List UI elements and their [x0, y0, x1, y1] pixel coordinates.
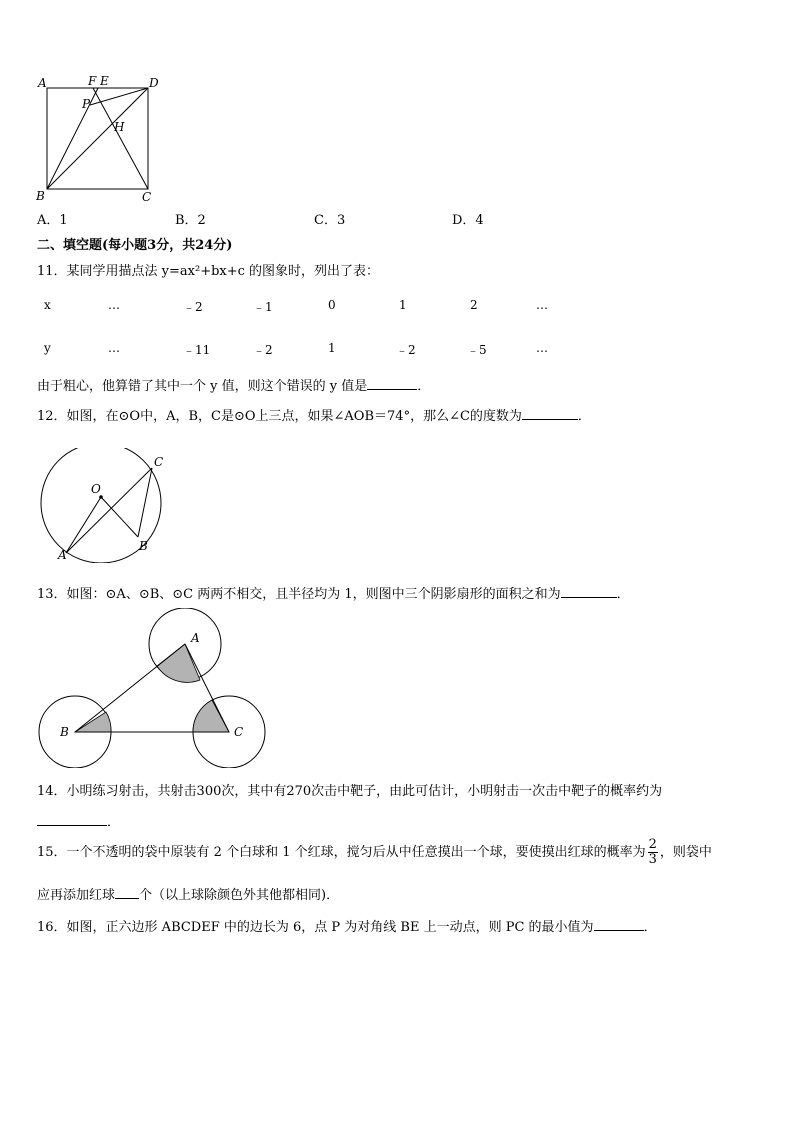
label-b: B	[36, 189, 45, 203]
table-cell: 1	[399, 298, 407, 312]
table-cell: ﹣1	[253, 300, 273, 314]
table-cell: ﹣5	[467, 343, 487, 357]
answer-blank	[115, 886, 139, 899]
q13-text: 13．如图：⊙A、⊙B、⊙C 两两不相交，且半径均为 1，则图中三个阴影扇形的面积之和为	[37, 587, 561, 602]
label-d: D	[149, 76, 159, 90]
label-a: A	[38, 76, 47, 90]
q16-text: 16．如图，正六边形 ABCDEF 中的边长为 6，点 P 为对角线 BE 上一动点，则 PC 的最小值为	[37, 920, 594, 935]
fraction-numerator: 2	[648, 837, 657, 852]
table-cell: …	[108, 341, 120, 355]
segment-ob	[101, 497, 138, 537]
table-cell: 1	[328, 341, 336, 355]
q13-line	[37, 583, 630, 602]
table-cell: x	[44, 298, 51, 312]
q15-text-b: ，则袋中	[659, 845, 712, 860]
table-cell: 0	[328, 298, 336, 312]
q11-followup: 由于粗心，他算错了其中一个 y 值，则这个错误的 y 值是	[37, 379, 368, 394]
q15-line2	[37, 884, 339, 903]
q11-text: 11．某同学用描点法 y=ax²+bx+c 的图象时，列出了表：	[37, 264, 380, 279]
label-h: H	[114, 120, 125, 134]
label-e: E	[100, 74, 109, 88]
label-f: F	[88, 74, 97, 88]
option-d: D．4	[452, 213, 484, 228]
q15-text-a: 15．一个不透明的袋中原装有 2 个白球和 1 个红球，搅匀后从中任意摸出一个球，要使摸出红球的概率为	[37, 845, 646, 860]
label-a: A	[191, 631, 200, 645]
answer-blank	[367, 377, 417, 390]
square-figure	[30, 70, 170, 205]
period: ．	[577, 409, 591, 424]
table-cell: ﹣2	[183, 300, 203, 314]
period: ．	[107, 815, 121, 830]
option-b: B．2	[175, 213, 206, 228]
q12-line	[37, 405, 591, 424]
answer-blank	[522, 407, 578, 420]
q16-line	[37, 916, 657, 935]
q15-line2-a: 应再添加红球	[37, 888, 116, 903]
option-c: C．3	[314, 213, 346, 228]
table-cell: …	[536, 341, 548, 355]
q12-text: 12．如图，在⊙O中，A，B，C是⊙O上三点，如果∠AOB＝74°，那么∠C的度数为	[37, 409, 522, 424]
sector-c	[193, 700, 229, 732]
segment-oa	[66, 497, 101, 553]
label-a: A	[58, 548, 67, 562]
q11-followup-line	[37, 375, 430, 394]
table-cell: ﹣11	[183, 343, 211, 357]
table-cell: …	[536, 298, 548, 312]
line-be	[47, 88, 98, 189]
q14-answer-line	[37, 811, 120, 830]
label-c: C	[154, 455, 164, 469]
line-fc	[93, 88, 148, 189]
label-b: B	[139, 539, 148, 553]
label-c: C	[142, 190, 152, 204]
fraction-denominator: 3	[648, 852, 657, 867]
q14-text: 14．小明练习射击，共射击300次，其中有270次击中靶子，由此可估计，小明射击一次击中靶子的概率约为	[37, 784, 663, 799]
q15-line1	[37, 838, 712, 867]
fraction	[648, 838, 658, 867]
section-heading: 二、填空题(每小题3分，共24分)	[37, 238, 233, 253]
period: ．	[643, 920, 657, 935]
table-cell: ﹣2	[396, 343, 416, 357]
answer-blank	[37, 813, 107, 826]
segment-bc	[138, 468, 152, 537]
label-c: C	[234, 725, 244, 739]
q15-line2-b: 个（以上球除颜色外其他都相同)．	[139, 888, 340, 903]
option-a: A．1	[37, 213, 68, 228]
label-b: B	[60, 725, 69, 739]
label-p: P	[82, 97, 91, 111]
sector-b	[75, 712, 111, 732]
table-cell: y	[44, 341, 51, 355]
period: ．	[616, 587, 630, 602]
table-cell: 2	[470, 298, 478, 312]
side-ab	[75, 644, 185, 732]
label-o: O	[91, 482, 101, 496]
period: ．	[417, 379, 431, 394]
circle-figure	[30, 448, 190, 563]
table-cell: …	[108, 298, 120, 312]
answer-blank	[561, 585, 617, 598]
answer-blank	[594, 918, 644, 931]
table-cell: ﹣2	[253, 343, 273, 357]
three-circles-figure	[35, 608, 275, 768]
